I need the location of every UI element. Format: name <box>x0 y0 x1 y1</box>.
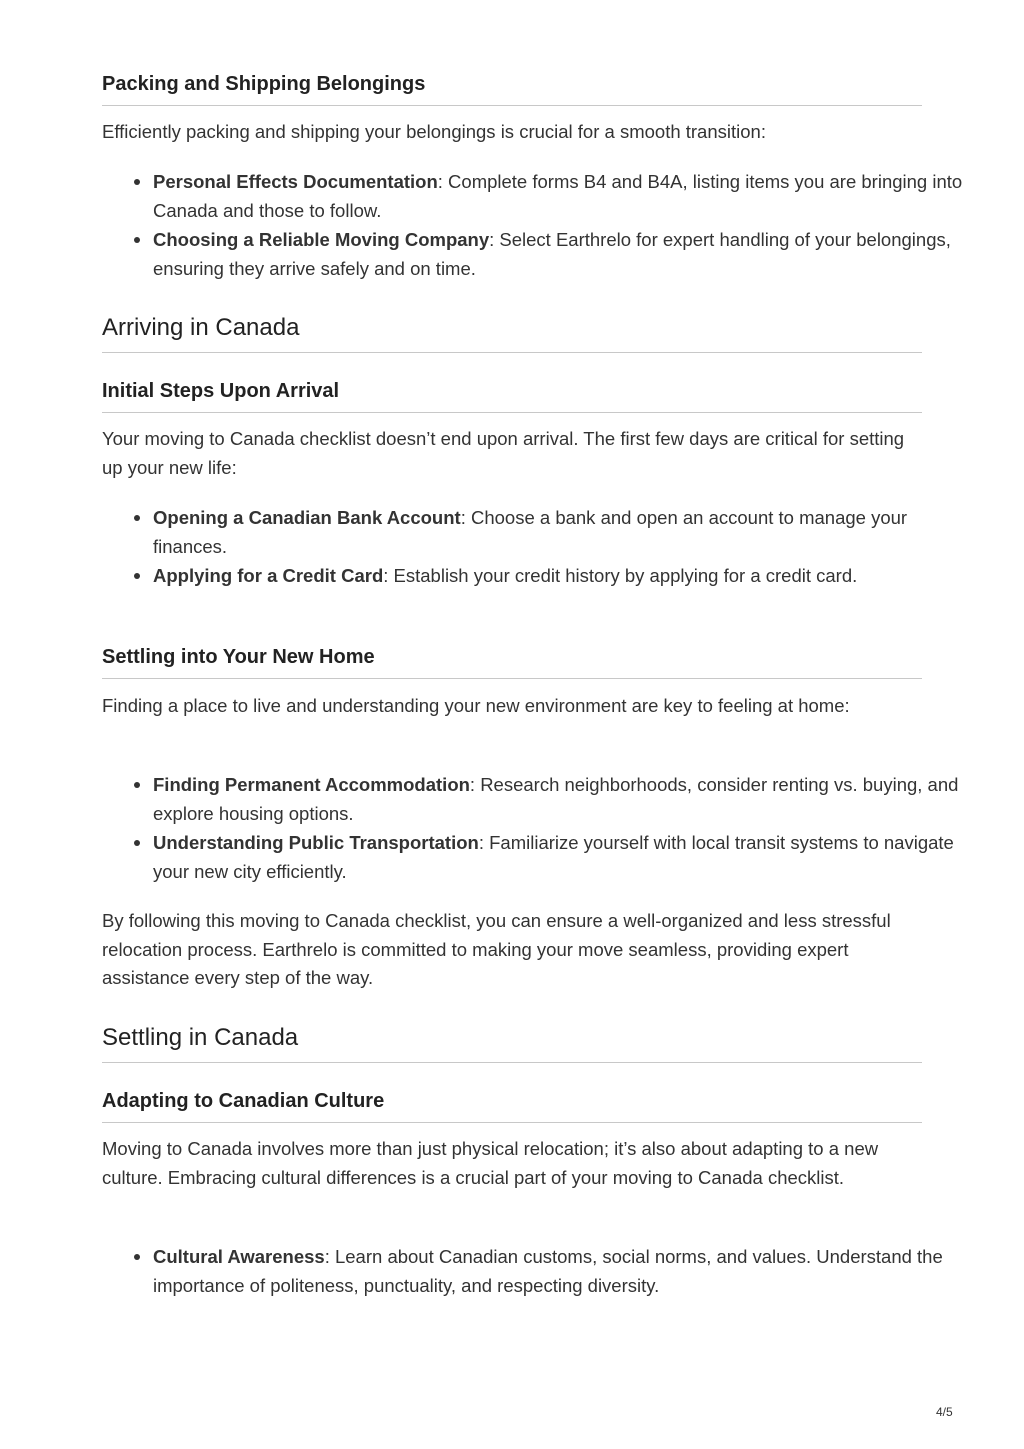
list-item-text: : Complete forms B4 and B4A, listing items you are bringing into Canada and those to follow. <box>153 171 963 221</box>
page-number: 4/5 <box>936 1405 953 1419</box>
list-item <box>153 561 973 590</box>
list-item-text: : Select Earthrelo for expert handling of your belongings, ensuring they arrive safely and on time. <box>153 229 951 279</box>
list-item <box>153 503 973 561</box>
list-item-text: : Learn about Canadian customs, social norms, and values. Understand the importance of politeness, punctuality, and respecting diversity. <box>153 1246 943 1296</box>
list-item <box>153 167 973 225</box>
list-item-term: Choosing a Reliable Moving Company <box>153 229 490 250</box>
packing-intro: Efficiently packing and shipping your belongings is crucial for a smooth transition: <box>102 121 766 142</box>
heading-initial-steps: Initial Steps Upon Arrival <box>102 379 922 413</box>
heading-canadian-culture: Adapting to Canadian Culture <box>102 1089 922 1123</box>
heading-settling-in-canada: Settling in Canada <box>102 1024 922 1063</box>
list-item <box>153 770 973 828</box>
new-home-list <box>102 770 973 886</box>
closing-paragraph: By following this moving to Canada checklist, you can ensure a well-organized and less stressful relocation process. Earthrelo is committed to making your move seamless, providing expert assistance every step of the way. <box>102 910 891 988</box>
heading-packing-shipping: Packing and Shipping Belongings <box>102 72 922 106</box>
initial-steps-list <box>102 503 973 590</box>
list-item-text: : Research neighborhoods, consider renting vs. buying, and explore housing options. <box>153 774 959 824</box>
list-item-term: Applying for a Credit Card <box>153 565 384 586</box>
list-item-term: Opening a Canadian Bank Account <box>153 507 461 528</box>
list-item-term: Finding Permanent Accommodation <box>153 774 470 795</box>
list-item <box>153 828 973 886</box>
heading-new-home: Settling into Your New Home <box>102 645 922 679</box>
initial-steps-intro: Your moving to Canada checklist doesn’t end upon arrival. The first few days are critical for setting up your new life: <box>102 428 905 478</box>
list-item-text: : Choose a bank and open an account to manage your finances. <box>153 507 908 557</box>
packing-list <box>102 167 973 283</box>
culture-list <box>102 1242 973 1300</box>
list-item <box>153 225 973 283</box>
list-item-text: : Familiarize yourself with local transit systems to navigate your new city efficiently. <box>153 832 954 882</box>
heading-arriving-in-canada: Arriving in Canada <box>102 314 922 353</box>
list-item-term: Cultural Awareness <box>153 1246 325 1267</box>
list-item-term: Understanding Public Transportation <box>153 832 479 853</box>
list-item-term: Personal Effects Documentation <box>153 171 438 192</box>
list-item <box>153 1242 973 1300</box>
new-home-intro: Finding a place to live and understanding your new environment are key to feeling at home: <box>102 695 850 716</box>
culture-intro: Moving to Canada involves more than just physical relocation; it’s also about adapting to a new culture. Embracing cultural differences is a crucial part of your moving to Canada checklist. <box>102 1138 879 1188</box>
list-item-text: : Establish your credit history by applying for a credit card. <box>383 565 858 586</box>
